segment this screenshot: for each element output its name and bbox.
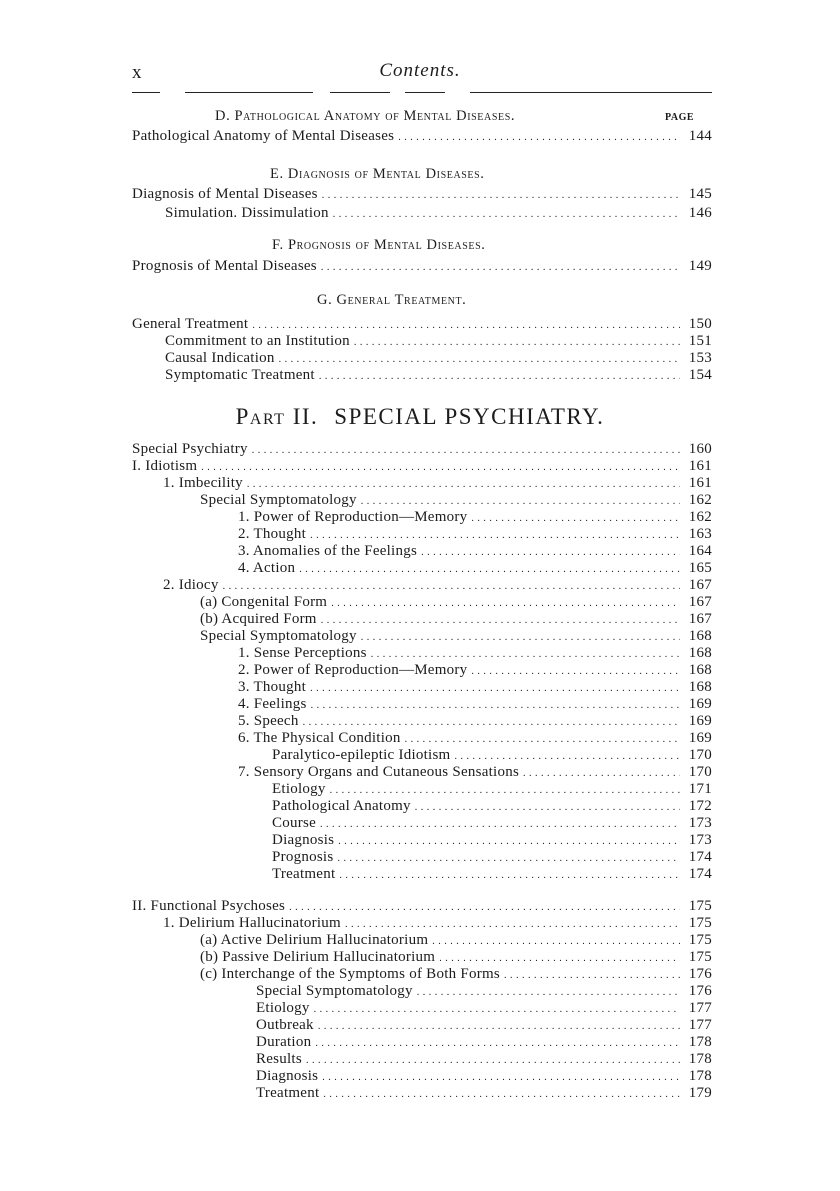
header-rule-center	[330, 92, 390, 93]
toc-entry: Symptomatic Treatment . . . 154	[165, 367, 712, 385]
toc-entry: Outbreak . . . 177	[256, 1017, 712, 1035]
toc-entry: 2. Idiocy . . . 167	[163, 577, 712, 595]
toc-entry: 1. Power of Reproduction—Memory . . . 162	[238, 509, 712, 527]
toc-entry: 4. Feelings . . . 169	[238, 696, 712, 714]
toc-entry: Paralytico-epileptic Idiotism . . . 170	[272, 747, 712, 765]
toc-entry: 1. Sense Perceptions . . . 168	[238, 645, 712, 663]
toc-entry: General Treatment . . . 150	[132, 316, 712, 334]
toc-entry: Causal Indication . . . 153	[165, 350, 712, 368]
toc-entry: (a) Active Delirium Hallucinatorium . . . 175	[200, 932, 712, 950]
toc-entry: Results . . . 178	[256, 1051, 712, 1069]
toc-entry: Treatment . . . 179	[256, 1085, 712, 1103]
part-heading	[0, 404, 840, 430]
toc-entry: Etiology . . . 171	[272, 781, 712, 799]
toc-entry: Prognosis of Mental Diseases . . . 149	[132, 258, 712, 276]
toc-entry: Duration . . . 178	[256, 1034, 712, 1052]
toc-entry: 7. Sensory Organs and Cutaneous Sensations . . . 170	[238, 764, 712, 782]
part-title: SPECIAL PSYCHIATRY.	[334, 404, 605, 429]
toc-entry: Course . . . 173	[272, 815, 712, 833]
page-column-label: PAGE	[665, 112, 695, 123]
toc-entry: 1. Imbecility . . . 161	[163, 475, 712, 493]
toc-entry: Etiology . . . 177	[256, 1000, 712, 1018]
part-number: Part II.	[235, 404, 319, 429]
toc-entry: Pathological Anatomy of Mental Diseases . . . 144	[132, 128, 712, 146]
toc-entry: (c) Interchange of the Symptoms of Both Forms . . . 176	[200, 966, 712, 984]
section-heading-e: E. Diagnosis of Mental Diseases.	[270, 166, 485, 182]
toc-entry: Diagnosis . . . 178	[256, 1068, 712, 1086]
running-title: Contents.	[379, 60, 461, 81]
toc-entry: Pathological Anatomy . . . 172	[272, 798, 712, 816]
header-rule-middle-right	[405, 92, 445, 93]
toc-entry: Special Symptomatology . . . 176	[256, 983, 712, 1001]
toc-entry: Special Symptomatology . . . 168	[200, 628, 712, 646]
section-heading-d: D. Pathological Anatomy of Mental Diseases.	[215, 108, 516, 124]
toc-entry: I. Idiotism . . . 161	[132, 458, 712, 476]
toc-entry: Special Psychiatry . . . 160	[132, 441, 712, 459]
toc-entry: 3. Anomalies of the Feelings . . . 164	[238, 543, 712, 561]
toc-entry: (a) Congenital Form . . . 167	[200, 594, 712, 612]
toc-entry: 6. The Physical Condition . . . 169	[238, 730, 712, 748]
toc-entry: (b) Acquired Form . . . 167	[200, 611, 712, 629]
header-rule-middle-left	[185, 92, 313, 93]
page-folio: x	[132, 62, 142, 83]
section-heading-g: G. General Treatment.	[317, 292, 467, 308]
toc-entry: Simulation. Dissimulation . . . 146	[165, 205, 712, 223]
section-heading-f: F. Prognosis of Mental Diseases.	[272, 237, 486, 253]
toc-entry: Special Symptomatology . . . 162	[200, 492, 712, 510]
toc-entry: Diagnosis . . . 173	[272, 832, 712, 850]
toc-entry: Prognosis . . . 174	[272, 849, 712, 867]
toc-entry: 1. Delirium Hallucinatorium . . . 175	[163, 915, 712, 933]
toc-entry: 4. Action . . . 165	[238, 560, 712, 578]
toc-entry: 2. Thought . . . 163	[238, 526, 712, 544]
toc-entry: 2. Power of Reproduction—Memory . . . 168	[238, 662, 712, 680]
toc-entry: 5. Speech . . . 169	[238, 713, 712, 731]
header-rule-right	[470, 92, 712, 93]
header-rule-left	[132, 92, 160, 93]
toc-entry: 3. Thought . . . 168	[238, 679, 712, 697]
toc-entry: (b) Passive Delirium Hallucinatorium . . . 175	[200, 949, 712, 967]
toc-entry: Commitment to an Institution . . . 151	[165, 333, 712, 351]
toc-entry: Diagnosis of Mental Diseases . . . 145	[132, 186, 712, 204]
toc-entry: II. Functional Psychoses . . . 175	[132, 898, 712, 916]
toc-entry: Treatment . . . 174	[272, 866, 712, 884]
